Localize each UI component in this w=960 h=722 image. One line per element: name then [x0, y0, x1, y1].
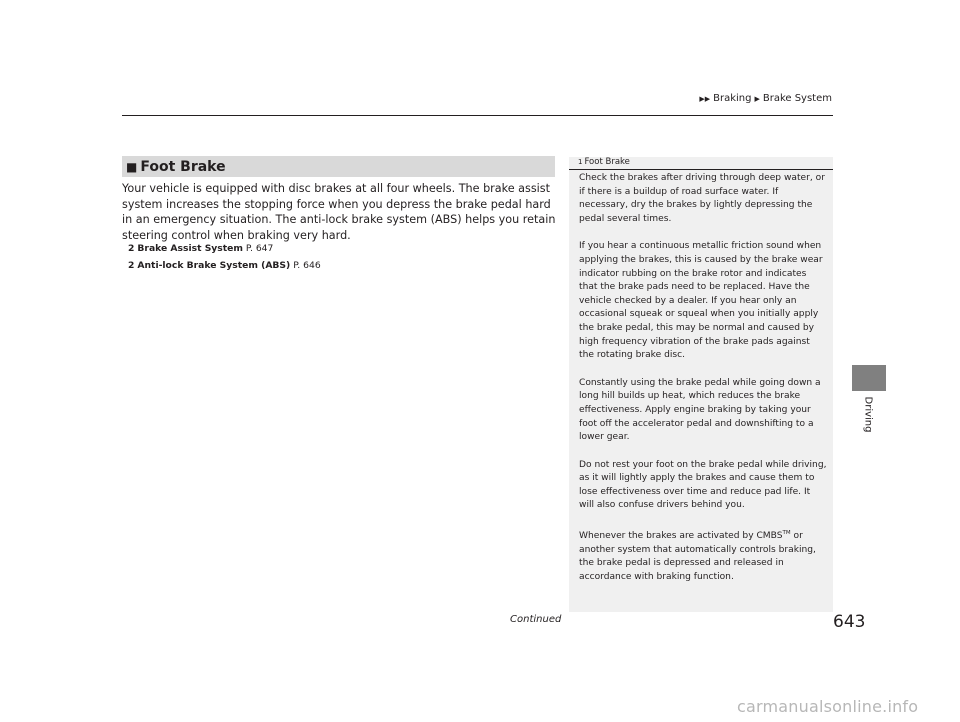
sidebar-paragraph: If you hear a continuous metallic friction sound when applying the brakes, this is caused by the brake wear indicator rubbing on the brake rotor and indicates that the brake pads need to be replaced. Have the vehicle checked by a dealer. If you hear only an occasional squeak or squeal when you initially apply the brake pedal, this may be normal and caused by high frequency vibration of the brake pads against the rotating brake disc. [579, 241, 823, 361]
xref-title: Brake Assist System [137, 243, 243, 254]
sidebar-text [579, 172, 827, 598]
chapter-tab-label [851, 394, 885, 434]
xref-page: P. 647 [245, 243, 274, 254]
watermark: carmanualsonline.info [737, 697, 919, 716]
section-body: Your vehicle is equipped with disc brakes at all four wheels. The brake assist system increases the stopping force when you depress the brake pedal hard in an emergency situation. The anti-lock brake system (ABS) helps you retain steering control when braking very hard. [122, 182, 556, 242]
note-icon: 1 [578, 158, 583, 166]
xref-brake-assist[interactable] [128, 243, 273, 254]
double-arrow-icon: ▶▶ [699, 94, 711, 103]
breadcrumb-item-braking[interactable]: Braking [713, 93, 752, 104]
xref-abs[interactable] [128, 260, 321, 271]
xref-page: P. 646 [293, 260, 321, 271]
page-number: 643 [833, 612, 866, 632]
chapter-tab-text: Driving [862, 396, 874, 432]
header-rule [122, 115, 833, 116]
xref-arrow-icon: 2 [128, 260, 135, 271]
breadcrumb-item-brake-system[interactable]: Brake System [762, 93, 832, 104]
paragraph-text: or another system that automatically controls braking, the brake pedal is depressed and released in accordance with braking function. [579, 531, 816, 582]
xref-arrow-icon: 2 [128, 243, 135, 254]
sidebar-paragraph [579, 527, 827, 584]
trademark-sup: TM [782, 530, 791, 537]
chapter-tab[interactable] [852, 365, 886, 391]
section-heading [122, 156, 555, 177]
xref-title: Anti-lock Brake System (ABS) [137, 260, 291, 271]
sidebar-title: Foot Brake [584, 157, 630, 167]
continued-label: Continued [510, 614, 562, 625]
arrow-icon: ▶ [754, 94, 760, 103]
square-bullet-icon: ■ [126, 159, 138, 174]
paragraph-text: Whenever the brakes are activated by CMBS [579, 531, 783, 542]
sidebar-heading [569, 157, 833, 170]
sidebar-paragraph: Do not rest your foot on the brake pedal while driving, as it will lightly apply the brakes and cause them to lose effectiveness over time and reduce pad life. It will also confuse drivers behind you. [579, 459, 827, 511]
breadcrumb [699, 93, 832, 104]
section-title: Foot Brake [140, 158, 226, 175]
sidebar-paragraph: Constantly using the brake pedal while going down a long hill builds up heat, which reduces the brake effectiveness. Apply engine braking by taking your foot off the accelerator pedal and downshifting to a lower gear. [579, 377, 821, 443]
sidebar-paragraph: Check the brakes after driving through deep water, or if there is a buildup of road surface water. If necessary, dry the brakes by lightly depressing the pedal several times. [579, 173, 825, 224]
